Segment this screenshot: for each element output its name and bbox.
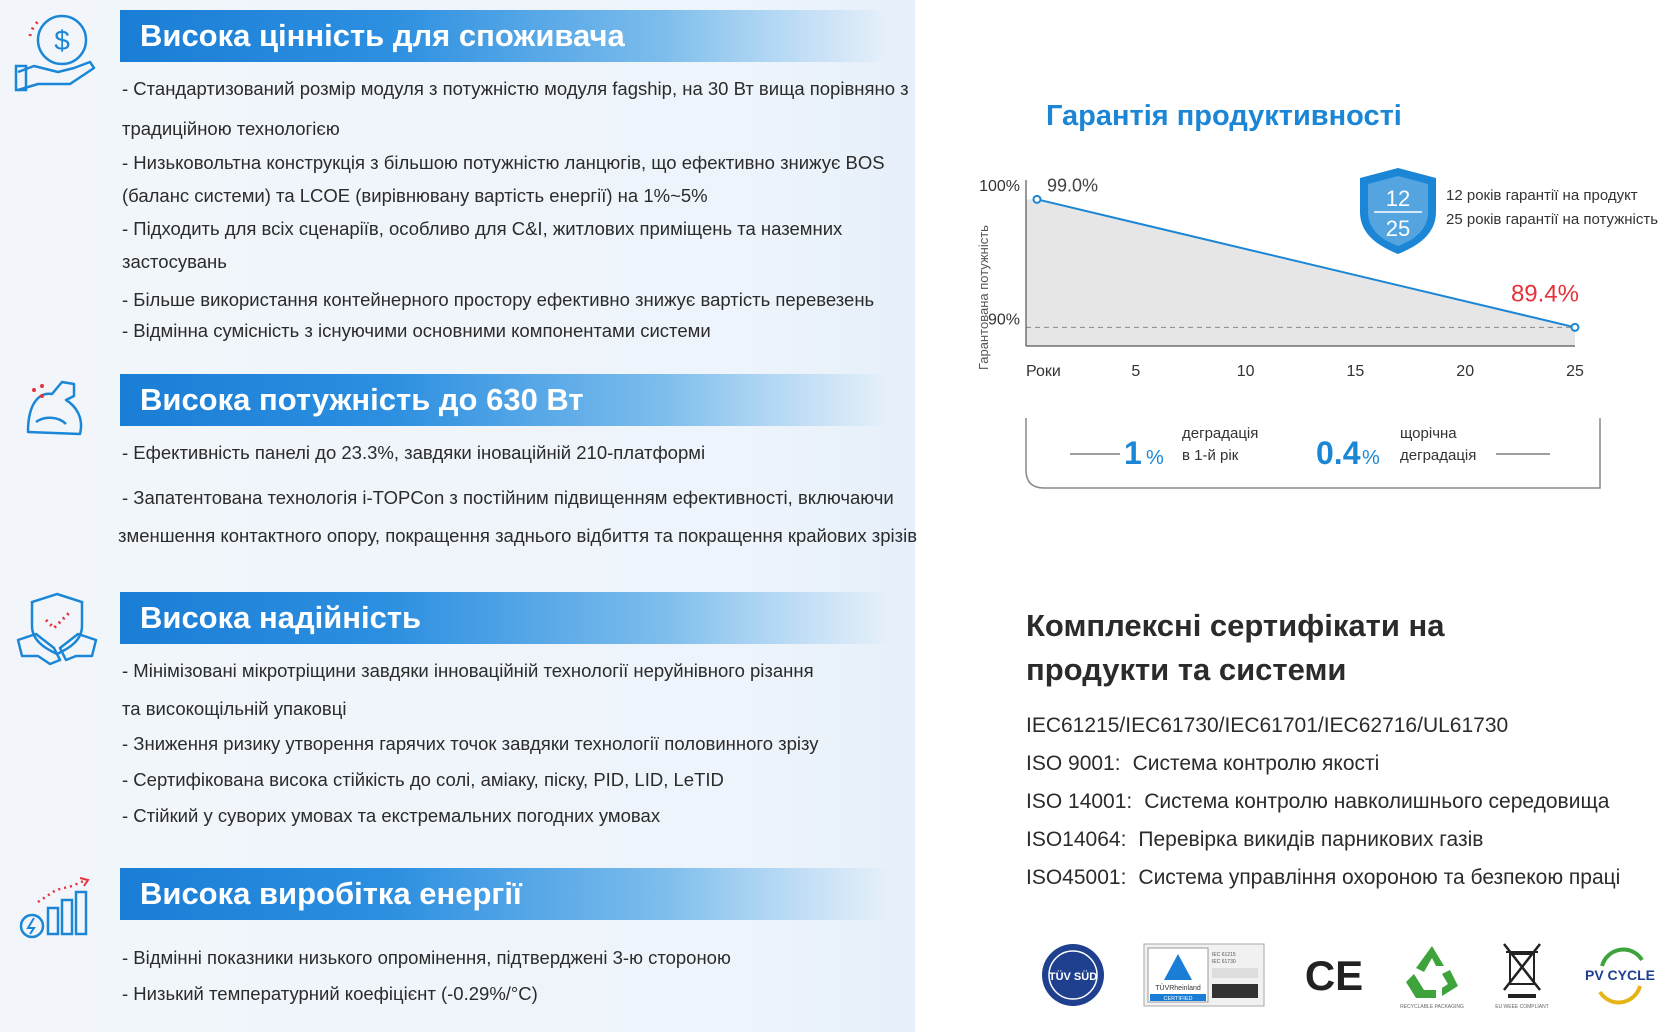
x-tick-label: 5: [1131, 363, 1141, 380]
bullet: - Відмінна сумісність з існуючими основними компонентами системи: [122, 320, 711, 341]
cert-line: [1026, 752, 1379, 776]
heading-reliability: [120, 592, 890, 644]
badge-line1: 12 років гарантії на продукт: [1446, 187, 1638, 204]
x-tick-label: 25: [1566, 363, 1584, 380]
weee-logo: [1495, 940, 1549, 1012]
tuv-rheinland-certified: CERTIFIED: [1163, 996, 1193, 1002]
certs-title-line2: продукти та системи: [1026, 652, 1347, 687]
bullet: - Низьковольтна конструкція з більшою потужністю ланцюгів, що ефективно знижує BOS: [122, 152, 885, 173]
cert-desc: Система контролю якості: [1132, 752, 1380, 775]
ce-mark-logo: [1304, 950, 1364, 999]
cert-line: [1026, 790, 1609, 814]
badge-line2: 25 років гарантії на потужність: [1446, 211, 1659, 228]
y-axis-label: Гарантована потужність: [976, 225, 991, 370]
pv-cycle-text: PV CYCLE: [1584, 967, 1656, 983]
deg1-label-line2: в 1-й рік: [1182, 447, 1239, 464]
x-tick-label: 10: [1236, 363, 1255, 380]
deg2-unit: %: [1362, 447, 1380, 469]
tuv-sud-text: TÜV SÜD: [1048, 971, 1098, 983]
bullet: - Ефективність панелі до 23.3%, завдяки іноваційній 210-платформі: [122, 442, 706, 463]
bullet: - Сертифікована висока стійкість до солі, аміаку, піску, PID, LID, LeTID: [122, 769, 724, 790]
section-heading: Висока потужність до 630 Вт: [140, 382, 584, 417]
heading-energy-yield: [120, 868, 890, 920]
deg1-value: 1: [1124, 435, 1142, 471]
cert-desc: Перевірка викидів парникових газів: [1138, 828, 1484, 851]
badge-top: 12: [1385, 186, 1411, 211]
badge-bottom: 25: [1385, 216, 1411, 241]
ce-text: CE: [1304, 952, 1364, 999]
end-value-label: 89.4%: [1510, 280, 1579, 308]
cert-line: [1026, 828, 1483, 852]
bullet: та високощільній упаковці: [122, 698, 347, 719]
end-point: [1572, 324, 1579, 331]
bullet: (баланс системи) та LCOE (вирівнювану вартість енергії) на 1%~5%: [122, 185, 708, 206]
bullet: - Більше використання контейнерного простору ефективно знижує вартість перевезень: [122, 289, 875, 310]
tuv-sud-logo: [1040, 942, 1106, 1008]
bullet: - Низький температурний коефіцієнт (-0.29%/°C): [122, 983, 538, 1004]
x-tick-label: 20: [1456, 363, 1475, 380]
deg1-unit: %: [1146, 447, 1164, 469]
bullet: традиційною технологією: [122, 118, 340, 139]
deg2-value: 0.4: [1316, 435, 1361, 471]
tuv-rheinland-std2: IEC 61730: [1212, 959, 1236, 965]
bullet: - Зниження ризику утворення гарячих точок завдяки технології половинного зрізу: [122, 733, 819, 754]
deg1-label-line1: деградація: [1182, 425, 1259, 442]
deg2-label-line1: щорічна: [1400, 425, 1457, 442]
heading-consumer-value: [120, 10, 890, 62]
x-tick-label: 15: [1346, 363, 1365, 380]
tuv-rheinland-logo: [1144, 944, 1264, 1006]
bullet: - Стійкий у суворих умовах та екстремальних погодних умовах: [122, 805, 661, 826]
start-point: [1033, 196, 1040, 203]
certs-title-line1: Комплексні сертифікати на: [1026, 608, 1445, 643]
cert-code: ISO 14001:: [1026, 790, 1133, 813]
bullet: - Підходить для всіх сценаріїв, особливо для C&I, житлових приміщень та наземних: [122, 218, 843, 239]
tuv-rheinland-text: TÜVRheinland: [1155, 985, 1201, 992]
cert-desc: Система контролю навколишнього середовища: [1144, 790, 1610, 813]
bullet: застосувань: [122, 251, 227, 272]
y-tick-label: 100%: [979, 178, 1020, 195]
cert-desc: Система управління охороною та безпекою праці: [1138, 866, 1621, 889]
bullet: - Стандартизований розмір модуля з потужністю модуля fagship, на 30 Вт вища порівняно з: [122, 78, 909, 99]
warranty-title: Гарантія продуктивності: [1046, 100, 1402, 132]
section-heading: Висока цінність для споживача: [140, 18, 625, 53]
hand-money-icon: [14, 6, 100, 92]
energy-growth-icon: [16, 876, 96, 940]
heading-high-power: [120, 374, 890, 426]
shield-handshake-icon: [14, 590, 100, 670]
svg-text:$: $: [54, 25, 70, 56]
cert-code: IEC61215/IEC61730/IEC61701/IEC62716/UL61730: [1026, 714, 1509, 737]
cert-line: [1026, 866, 1620, 890]
bullet: - Відмінні показники низького опромінення, підтверджені 3-ю стороною: [122, 947, 731, 968]
strong-arm-icon: [18, 372, 92, 446]
section-heading: Висока надійність: [140, 600, 422, 635]
recycle-caption: RECYCLABLE PACKAGING: [1400, 1004, 1464, 1010]
tuv-rheinland-std1: IEC 61215: [1212, 952, 1236, 958]
warranty-badge-icon: [1360, 168, 1436, 254]
section-heading: Висока виробітка енергії: [140, 876, 522, 911]
cert-line: [1026, 714, 1520, 738]
bullet: - Мінімізовані мікротріщини завдяки інноваційній технології неруйнівного різання: [122, 660, 814, 681]
pv-cycle-logo: [1580, 950, 1660, 1000]
weee-caption: EU WEEE COMPLIANT: [1495, 1004, 1549, 1010]
bullet: - Запатентована технологія i-TOPCon з постійним підвищенням ефективності, включаючи: [122, 487, 894, 508]
cert-code: ISO45001:: [1026, 866, 1127, 889]
x-tick-label: Роки: [1026, 363, 1061, 380]
recycle-logo: [1402, 940, 1462, 1010]
warranty-chart: [960, 170, 1660, 490]
deg2-label-line2: деградація: [1400, 447, 1477, 464]
bullet: зменшення контактного опору, покращення заднього відбиття та покращення крайових зрізів: [118, 525, 918, 546]
cert-code: ISO 9001:: [1026, 752, 1121, 775]
y-tick-label: 90%: [987, 311, 1020, 329]
start-value-label: 99.0%: [1046, 175, 1099, 196]
cert-code: ISO14064:: [1026, 828, 1127, 851]
